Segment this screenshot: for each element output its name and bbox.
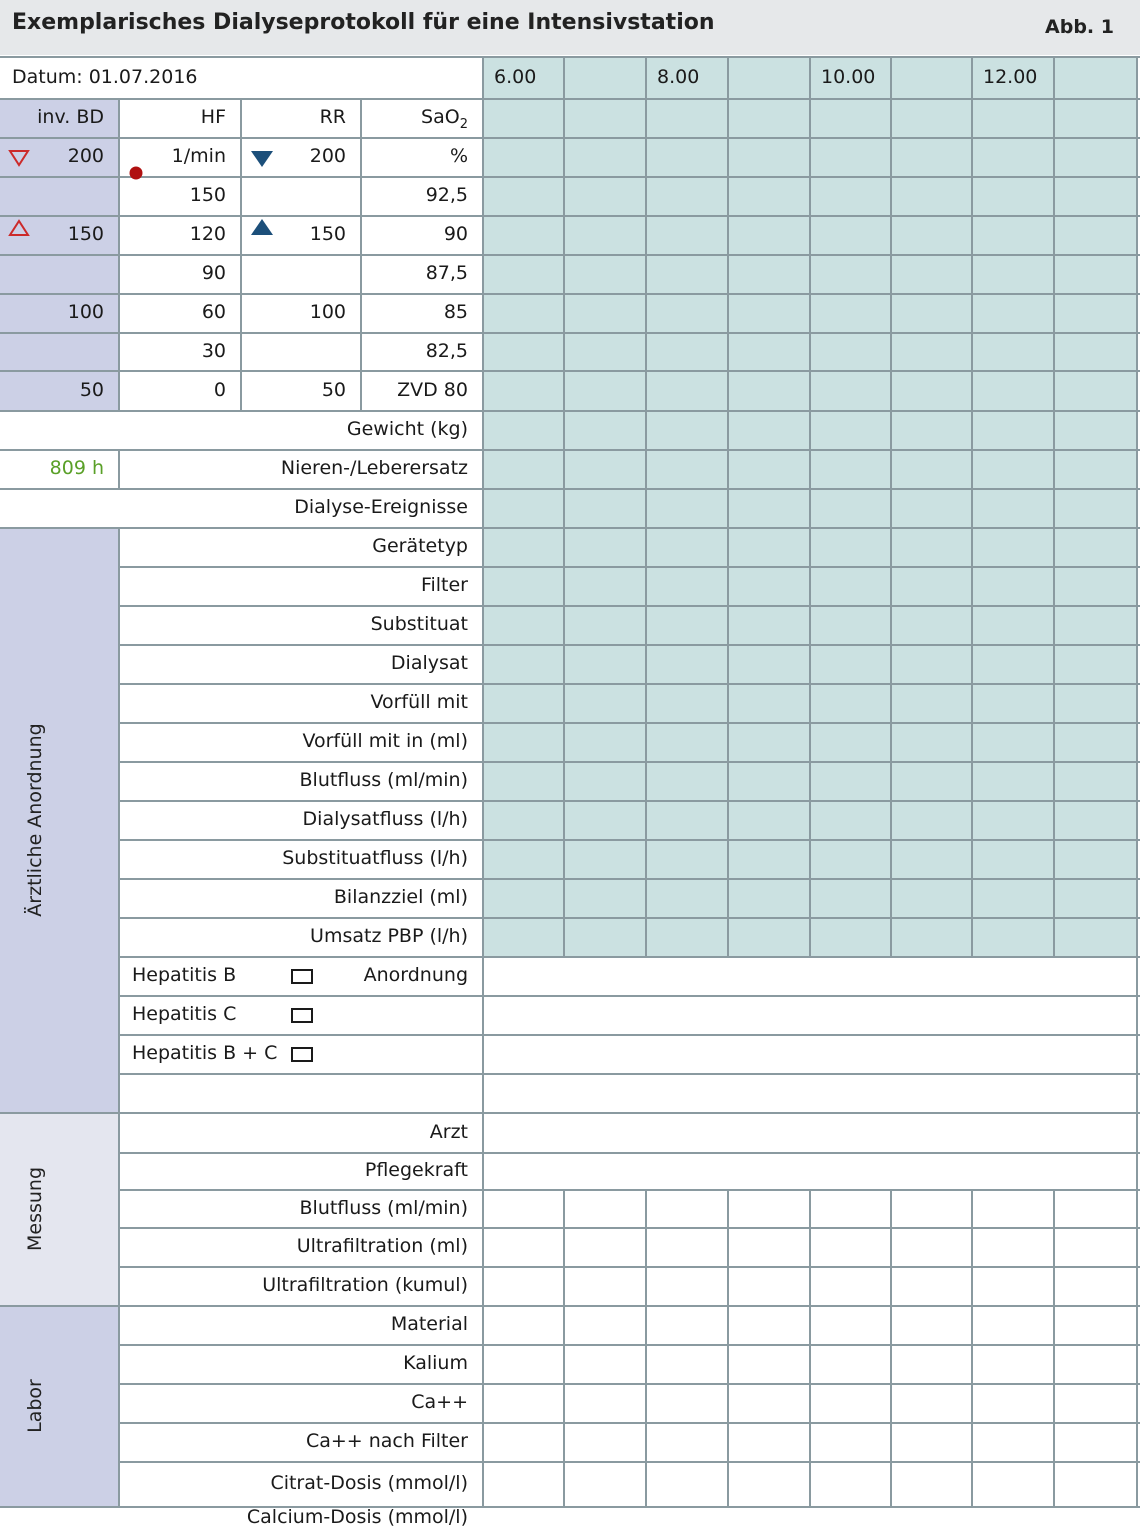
header-rr: RR: [319, 106, 346, 128]
rr-scale-value: 200: [309, 145, 346, 167]
order-row-label: Bilanzziel (ml): [333, 886, 468, 908]
lab-section-shade: [0, 1305, 118, 1506]
sao2-subscript: 2: [459, 116, 468, 132]
section-label-lab: Labor: [24, 1378, 46, 1433]
rr-scale-value: 50: [321, 379, 346, 401]
grid-line: [890, 56, 892, 956]
grid-line: [727, 1189, 729, 1506]
diastolic-bp-triangle-up-icon: [8, 219, 30, 237]
sao2-scale-value: 85: [443, 301, 468, 323]
sao2-scale-value: 92,5: [425, 184, 468, 206]
sao2-label: SaO: [421, 106, 460, 128]
rr-scale-value: 100: [309, 301, 346, 323]
measurement-row-label: Ultrafiltration (kumul): [262, 1274, 468, 1296]
order-row-label: Substituat: [370, 613, 468, 635]
hf-scale-value: 150: [189, 184, 226, 206]
hepatitis-label: Hepatitis C: [132, 1003, 237, 1025]
grid-line: [809, 1189, 811, 1506]
date-label: Datum: 01.07.2016: [12, 66, 198, 88]
order-label: Anordnung: [363, 964, 468, 986]
rr-scale-value: [240, 176, 360, 215]
hf-scale-value: 60: [201, 301, 226, 323]
rr-scale-value: 150: [309, 223, 346, 245]
grid-line: [118, 1073, 1140, 1075]
bp-scale-value: 200: [67, 145, 104, 167]
measurement-row-label: Blutfluss (ml/min): [299, 1197, 468, 1219]
sao2-scale-value: %: [449, 145, 468, 167]
grid-line: [971, 1189, 973, 1506]
hepatitis-label: Hepatitis B + C: [132, 1042, 278, 1064]
hepatitis-checkbox[interactable]: [291, 969, 313, 984]
time-header-12-00: 12.00: [983, 66, 1038, 88]
grid-line: [1136, 56, 1138, 1506]
lab-row-label: Kalium: [403, 1352, 468, 1374]
lab-row-label: Material: [390, 1313, 468, 1335]
sao2-scale-value: 87,5: [425, 262, 468, 284]
hours-value: 809 h: [49, 457, 104, 479]
hepatitis-checkbox[interactable]: [291, 1008, 313, 1023]
dialysis-events-label: Dialyse-Ereignisse: [294, 496, 468, 518]
grid-line: [563, 56, 565, 956]
respiratory-rate-triangle-down-icon: [250, 149, 274, 169]
section-label-orders: Ärztliche Anordnung: [24, 722, 46, 917]
grid-line: [645, 1189, 647, 1506]
hepatitis-checkbox[interactable]: [291, 1047, 313, 1062]
header-inv-bd: inv. BD: [37, 106, 104, 128]
order-row-label: Dialysatfluss (l/h): [302, 808, 468, 830]
bp-scale-value: 150: [67, 223, 104, 245]
bp-scale-value: [0, 332, 118, 370]
section-label-measurement: Messung: [24, 1166, 46, 1251]
page-title: Exemplarisches Dialyseprotokoll für eine Intensivstation: [12, 10, 715, 35]
respiratory-rate-triangle-up-icon: [250, 217, 274, 237]
order-row-label: Dialysat: [390, 652, 468, 674]
measurement-row-label: Ultrafiltration (ml): [296, 1235, 468, 1257]
time-header-8-00: 8.00: [657, 66, 700, 88]
bp-scale-value: 50: [79, 379, 104, 401]
sao2-scale-value: 82,5: [425, 340, 468, 362]
grid-line: [482, 56, 484, 1506]
order-row-label: Filter: [420, 574, 468, 596]
order-row-label: Vorfüll mit in (ml): [302, 730, 468, 752]
bp-scale-value: [0, 176, 118, 215]
hepatitis-label: Hepatitis B: [132, 964, 237, 986]
lab-row-label: Citrat-Dosis (mmol/l): [270, 1472, 468, 1494]
grid-line: [645, 56, 647, 956]
hf-scale-value: 0: [213, 379, 226, 401]
weight-label: Gewicht (kg): [346, 418, 468, 440]
lab-row-label: Calcium-Dosis (mmol/l): [246, 1506, 468, 1528]
lab-row-label: Ca++ nach Filter: [305, 1430, 468, 1452]
time-header-6-00: 6.00: [494, 66, 537, 88]
grid-line: [890, 1189, 892, 1506]
header-sao2: [360, 98, 482, 137]
systolic-bp-triangle-down-icon: [8, 149, 30, 167]
header-hf: HF: [200, 106, 226, 128]
grid-line: [727, 56, 729, 956]
grid-line: [809, 56, 811, 956]
measurement-section-shade: [0, 1112, 118, 1305]
replacement-label: Nieren-/Leberersatz: [280, 457, 468, 479]
order-row-label: Gerätetyp: [372, 535, 468, 557]
rr-scale-value: [240, 332, 360, 370]
order-row-label: Substituatfluss (l/h): [282, 847, 468, 869]
bp-scale-value: 100: [67, 301, 104, 323]
hf-scale-value: 1/min: [171, 145, 226, 167]
measurement-row-label: Pflegekraft: [364, 1159, 468, 1181]
figure-label: Abb. 1: [1045, 16, 1114, 38]
hf-scale-value: 120: [189, 223, 226, 245]
orders-section-shade: [0, 527, 118, 1112]
rr-scale-value: [240, 254, 360, 293]
heart-rate-dot-icon: [128, 165, 144, 181]
bp-scale-value: [0, 254, 118, 293]
order-row-label: Umsatz PBP (l/h): [310, 925, 468, 947]
hf-scale-value: 90: [201, 262, 226, 284]
grid-line: [563, 1189, 565, 1506]
measurement-row-label: Arzt: [429, 1121, 468, 1143]
time-header-10-00: 10.00: [821, 66, 876, 88]
grid-line: [1053, 1189, 1055, 1506]
order-row-label: Vorfüll mit: [370, 691, 468, 713]
order-row-label: Blutfluss (ml/min): [299, 769, 468, 791]
grid-line: [1053, 56, 1055, 956]
sao2-scale-value: 90: [443, 223, 468, 245]
grid-line: [971, 56, 973, 956]
sao2-scale-value: ZVD 80: [397, 379, 468, 401]
hf-scale-value: 30: [201, 340, 226, 362]
lab-row-label: Ca++: [411, 1391, 468, 1413]
